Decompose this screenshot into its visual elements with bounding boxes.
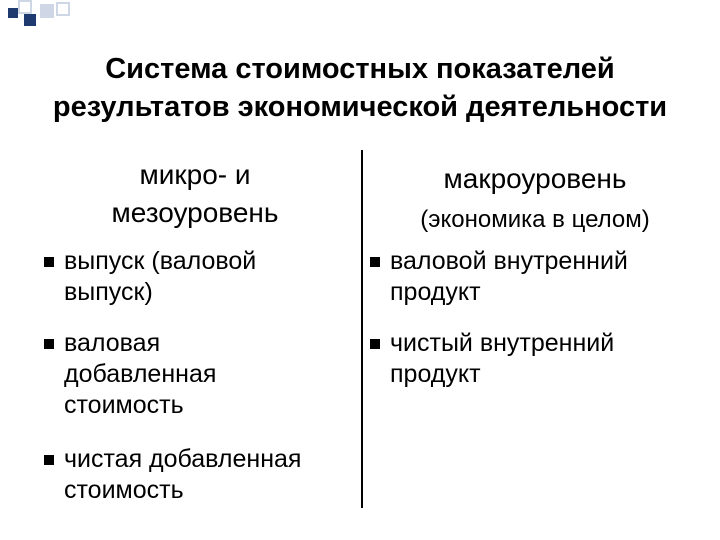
deco-square-light: [40, 4, 54, 18]
list-item-line: валовой внутренний: [390, 247, 628, 275]
bullet-square-icon: [44, 455, 54, 465]
list-item-line: добавленная: [64, 360, 217, 388]
list-item-line: выпуск): [64, 278, 153, 306]
list-item-line: чистая добавленная: [64, 445, 302, 473]
list-item-line: продукт: [390, 278, 481, 306]
title-line-2: результатов экономической деятельности: [52, 91, 668, 123]
deco-square-outline-2: [56, 2, 70, 16]
list-item-line: валовая: [64, 329, 161, 357]
decorative-squares: [0, 0, 80, 30]
list-item-line: стоимость: [64, 391, 184, 419]
list-item-right-1: [370, 246, 700, 308]
left-column-heading: [40, 156, 350, 232]
deco-square-small: [8, 8, 18, 18]
list-item-left-2: [44, 328, 344, 421]
right-subheading: (экономика в целом): [420, 206, 650, 233]
list-item-line: выпуск (валовой: [64, 247, 257, 275]
left-heading-line-2: мезоуровень: [111, 197, 279, 228]
deco-square-dark: [24, 14, 36, 26]
right-heading: макроуровень: [443, 163, 627, 194]
bullet-square-icon: [44, 257, 54, 267]
list-item-line: чистый внутренний: [390, 329, 615, 357]
bullet-square-icon: [370, 257, 380, 267]
page-title: [0, 50, 720, 126]
list-item-line: продукт: [390, 360, 481, 388]
left-heading-line-1: микро- и: [139, 159, 251, 190]
column-divider: [361, 150, 363, 508]
right-column-heading: [370, 160, 700, 238]
bullet-square-icon: [44, 339, 54, 349]
list-item-left-3: [44, 444, 359, 506]
list-item-line: стоимость: [64, 476, 184, 504]
deco-square-outline: [18, 0, 32, 14]
title-line-1: Система стоимостных показателей: [105, 53, 615, 85]
bullet-square-icon: [370, 339, 380, 349]
list-item-left-1: [44, 246, 344, 308]
list-item-right-2: [370, 328, 700, 390]
